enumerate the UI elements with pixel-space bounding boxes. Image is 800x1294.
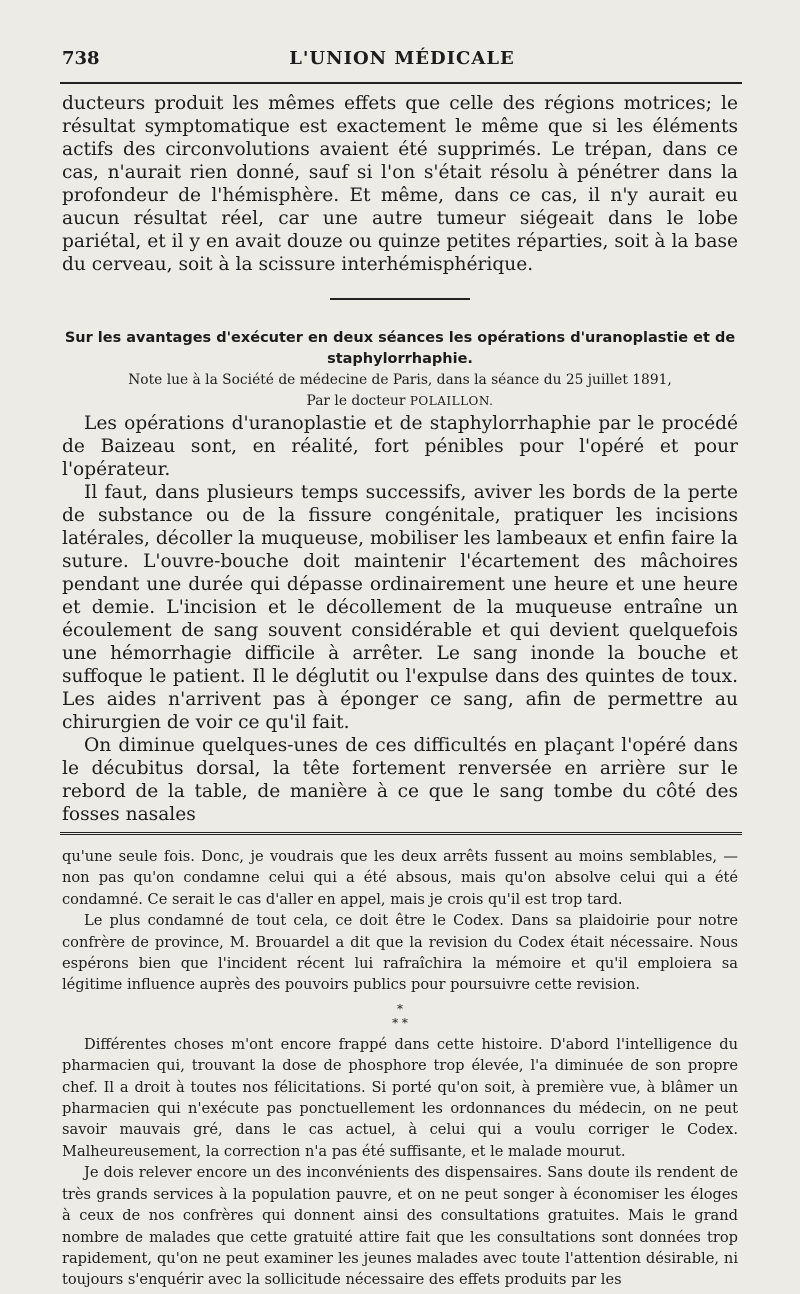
byline-author: POLAILLON. — [409, 394, 494, 408]
running-title: L'UNION MÉDICALE — [289, 48, 515, 69]
lower-paragraph: Je dois relever encore un des inconvénients des dispensaires. Sans doute ils rendent de très grands services à la population pauvre, et on ne peut songer à économiser les éloges à ceux de nos confrères qui donnent ainsi des consultations gratuites. Mais le grand nombre de malades que cette gratuité attire fait que les consultations sont données trop rapidement, qu'on ne peut examiner les jeunes malades avec toute l'attention désirable, ni toujours s'enquérir avec la sollicitude nécessaire des effets produits par les — [62, 1164, 738, 1289]
lower-paragraph: qu'une seule fois. Donc, je voudrais que les deux arrêts fussent au moins semblables, — non pas qu'on condamne celui qui a été absous, mais qu'on absolve celui qui a été condamné. Ce serait le cas d'aller en appel, mais je crois qu'il est trop tard. — [62, 848, 738, 908]
article-note: Note lue à la Société de médecine de Paris, dans la séance du 25 juillet 1891, — [128, 372, 672, 388]
lower-paragraph: Le plus condamné de tout cela, ce doit être le Codex. Dans sa plaidoirie pour notre confrère de province, M. Brouardel a dit que la revision du Codex était nécessaire. Nous espérons bien que l'incident récent lui rafraîchira la mémoire et qu'il emploiera sa légitime influence auprès des pouvoirs publics pour poursuivre cette revision. — [62, 912, 738, 994]
lower-text — [62, 846, 738, 1291]
article-paragraph: Il faut, dans plusieurs temps successifs, aviver les bords de la perte de substance ou de la fissure congénitale, pratiquer les incisions latérales, décoller la muqueuse, mobiliser les lambeaux et enfin faire la suture. L'ouvre-bouche doit maintenir l'écartement des mâchoires pendant une durée qui dépasse ordinairement une heure et une heure et demie. L'incision et le décollement de la muqueuse entraîne un écoulement de sang souvent considérable et qui devient quelquefois une hémorrhagie difficile à arrêter. Le sang inonde la bouche et suffoque le patient. Il le déglutit ou l'expulse dans des quintes de toux. Les aides n'arrivent pas à éponger ce sang, afin de permettre au chirurgien de voir ce qu'il fait. — [62, 482, 738, 733]
page-number: 738 — [62, 48, 100, 69]
lower-paragraph: Différentes choses m'ont encore frappé dans cette histoire. D'abord l'intelligence du pharmacien qui, trouvant la dose de phosphore trop élevée, l'a diminuée de son propre chef. Il a droit à toutes nos félicitations. Si porté qu'on soit, à première vue, à blâmer un pharmacien qui n'exécute pas ponctuellement les ordonnances du médecin, on ne peut savoir mauvais gré, dans le cas actuel, à celui qui a voulu corriger le Codex. Malheureusement, la correction n'a pas été suffisante, et le malade mourut. — [62, 1035, 738, 1160]
asterism: * * * — [392, 1001, 408, 1030]
column-divider-rule — [60, 832, 742, 835]
article-paragraph: Les opérations d'uranoplastie et de staphylorrhaphie par le procédé de Baizeau sont, en réalité, fort pénibles pour l'opéré et pour l'opérateur. — [62, 413, 738, 480]
main-text — [62, 92, 738, 826]
continued-paragraph: ducteurs produit les mêmes effets que celle des régions motrices; le résultat symptomatique est exactement le même que si les éléments actifs des circonvolutions avaient été supprimés. Le trépan, dans ce cas, n'aurait rien donné, sauf si l'on s'était résolu à pénétrer dans la profondeur de l'hémisphère. Et même, dans ce cas, il n'y aurait eu aucun résultat réel, car une autre tumeur siégeait dans le lobe pariétal, et il y en avait douze ou quinze petites réparties, soit à la base du cerveau, soit à la scissure interhémisphérique. — [62, 93, 738, 275]
page-header — [62, 48, 742, 78]
article-byline — [62, 391, 738, 412]
article-paragraph: On diminue quelques-unes de ces difficultés en plaçant l'opéré dans le décubitus dorsal, la tête fortement renversée en arrière sur le rebord de la table, de manière à ce que le sang tombe du côté des fosses nasales — [62, 735, 738, 825]
section-divider — [330, 298, 470, 300]
article-title: Sur les avantages d'exécuter en deux séances les opérations d'uranoplastie et de staphylorrhaphie. — [64, 330, 736, 367]
byline-prefix: Par le docteur — [306, 393, 406, 409]
header-rule — [60, 82, 742, 84]
